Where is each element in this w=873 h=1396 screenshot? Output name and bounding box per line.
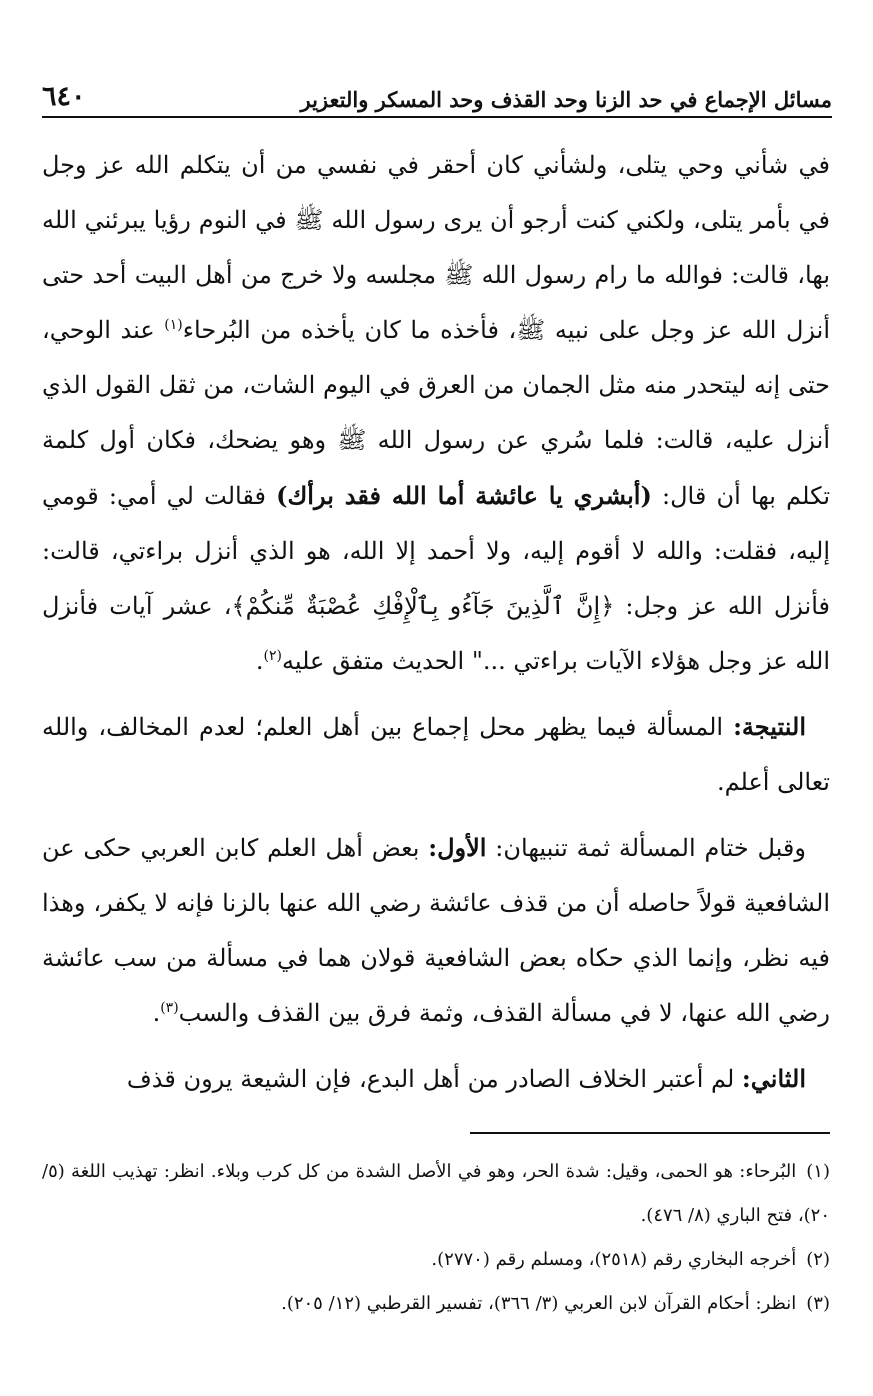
header-divider — [42, 116, 832, 118]
footnote-number: (٢) — [806, 1249, 830, 1270]
footnote-2 — [42, 1238, 830, 1282]
footnote-text: انظر: أحكام القرآن لابن العربي (٣/ ٣٦٦)، تفسير القرطبي (١٢/ ٢٠٥). — [281, 1293, 797, 1314]
footnote-ref-1: (١) — [164, 317, 183, 333]
page-number: ٦٤٠ — [42, 81, 86, 112]
footnote-text: أخرجه البخاري رقم (٢٥١٨)، ومسلم رقم (٢٧٧٠). — [431, 1249, 797, 1270]
text-span: لم أعتبر الخلاف الصادر من أهل البدع، فإن الشيعة يرون قذف — [126, 1065, 742, 1093]
text-span: بعض أهل العلم كابن العربي حكى عن الشافعية قولاً حاصله أن من قذف عائشة رضي الله عنها بالزنا فإنه لا يكفر، وهذا فيه نظر، وإنما الذي حكاه بعض الشافعية قولان هما في مسألة من سب عائشة رضي الله عنها، لا في مسألة القذف، وثمة فرق بين القذف والسب — [42, 834, 830, 1027]
footnote-number: (١) — [806, 1161, 830, 1182]
text-span: عند الوحي، حتى إنه ليتحدر منه مثل الجمان من العرق في اليوم الشات، من ثقل القول الذي أنزل عليه، قالت: فلما سُري عن رسول الله ﷺ وهو يضحك، فكان أول كلمة تكلم بها أن قال: — [42, 316, 831, 510]
text-span: . — [152, 999, 161, 1027]
footnotes — [42, 1150, 830, 1326]
paragraph-note-first — [42, 820, 830, 1041]
footnote-ref-2: (٢) — [263, 648, 282, 664]
first-note-label: الأول: — [428, 833, 487, 862]
main-text — [42, 138, 830, 1107]
result-label: النتيجة: — [733, 712, 806, 741]
second-note-label: الثاني: — [741, 1064, 806, 1093]
paragraph-hadith — [42, 138, 830, 689]
text-span: المسألة فيما يظهر محل إجماع بين أهل العلم؛ لعدم المخالف، والله تعالى أعلم. — [42, 713, 830, 796]
footnote-number: (٣) — [806, 1293, 830, 1314]
text-span: وقبل ختام المسألة ثمة تنبيهان: — [486, 834, 806, 862]
footnote-text: البُرحاء: هو الحمى، وقيل: شدة الحر، وهو في الأصل الشدة من كل كرب وبلاء. انظر: تهذيب اللغة (٥/ ٢٠)، فتح الباري (٨/ ٤٧٦). — [42, 1161, 830, 1226]
text-span: . — [255, 647, 264, 675]
paragraph-result — [42, 699, 830, 810]
running-title: مسائل الإجماع في حد الزنا وحد القذف وحد المسكر والتعزير — [300, 87, 832, 112]
paragraph-note-second — [42, 1051, 830, 1107]
footnote-divider — [470, 1132, 830, 1134]
page-header — [42, 66, 832, 110]
footnote-1 — [42, 1150, 830, 1238]
footnote-ref-3: (٣) — [160, 1000, 179, 1016]
text-span: في شأني وحي يتلى، ولشأني كان أحقر في نفسي من أن يتكلم الله عز وجل في بأمر يتلى، ولكني كنت أرجو أن يرى رسول الله ﷺ في النوم رؤيا يبرئني الله بها، قالت: فوالله ما رام رسول الله ﷺ مجلسه ولا خرج من أهل البيت أحد حتى أنزل الله عز وجل على نبيه ﷺ، فأخذه ما كان يأخذه من البُرحاء — [42, 151, 831, 344]
footnote-3 — [42, 1282, 830, 1326]
emphasized-quote: (أبشري يا عائشة أما الله فقد برأك) — [276, 481, 652, 510]
text-span: فقالت لي أمي: قومي إليه، فقلت: والله لا أقوم إليه، ولا أحمد إلا الله، هو الذي أنزل براءتي، قالت: فأنزل الله عز وجل: ﴿إِنَّ ٱلَّذِينَ جَآءُو بِٱلْإِفْكِ عُصْبَةٌ مِّنكُمْ﴾، عشر آيات فأنزل الله عز وجل هؤلاء الآيات براءتي ..." الحديث متفق عليه — [42, 482, 830, 675]
